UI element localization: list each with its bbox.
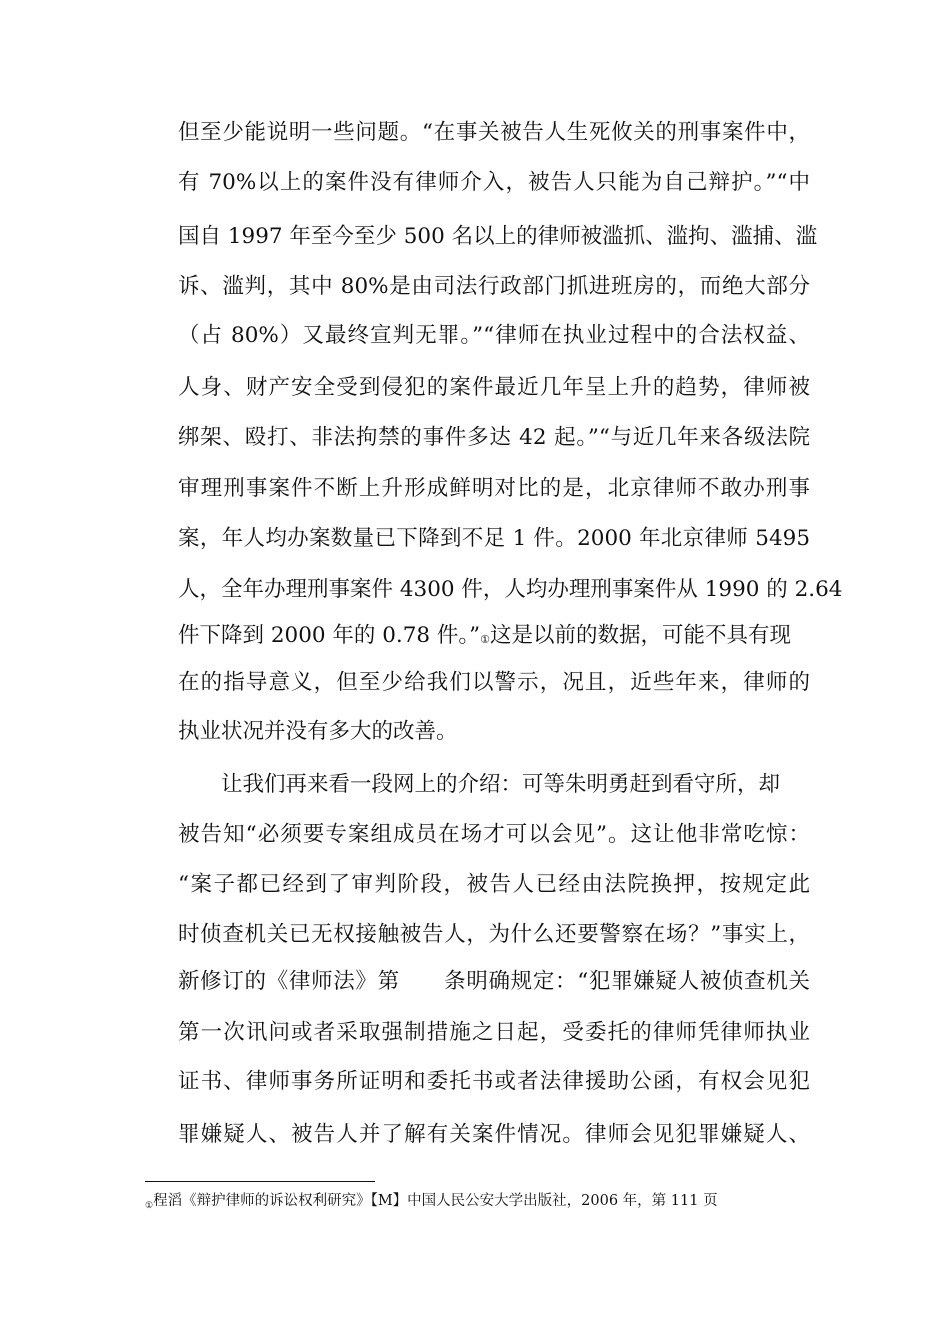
text-line: （占 80%）又最终宣判无罪。”“律师在执业过程中的合法权益、 [178,323,810,348]
text-line: “案子都已经到了审判阶段，被告人已经由法院换押，按规定此 [178,872,810,897]
text-line: 新修订的《律师法》第 条明确规定：“犯罪嫌疑人被侦查机关 [178,969,810,994]
footnote-separator [145,1181,375,1182]
text-line: 案，年人均办案数量已下降到不足 1 件。2000 年北京律师 5495 [178,526,810,551]
footnote-marker: ① [145,1201,154,1211]
text-line: 但至少能说明一些问题。“在事关被告人生死攸关的刑事案件中， [178,120,810,145]
paragraph-first-line: 让我们再来看一段网上的介绍：可等朱明勇赶到看守所，却 [221,772,781,797]
text-line: 执业状况并没有多大的改善。 [178,719,458,744]
text-line: 被告知“必须要专案组成员在场才可以会见”。这让他非常吃惊： [178,822,810,847]
text-line: 时侦查机关已无权接触被告人，为什么还要警察在场？”事实上， [178,922,810,947]
text-fragment: 件下降到 2000 年的 0.78 件。” [178,623,481,648]
text-line: 审理刑事案件不断上升形成鲜明对比的是，北京律师不敢办刑事 [178,476,810,501]
footnote-reference: ① [480,633,491,646]
text-line: 绑架、殴打、非法拘禁的事件多达 42 起。”“与近几年来各级法院 [178,425,810,450]
text-line: 人，全年办理刑事案件 4300 件，人均办理刑事案件从 1990 的 2.64 [178,577,843,602]
text-line: 诉、滥判，其中 80%是由司法行政部门抓进班房的，而绝大部分 [178,274,810,299]
text-line: 证书、律师事务所证明和委托书或者法律援助公函，有权会见犯 [178,1069,810,1094]
text-line [178,612,810,660]
text-line: 第一次讯问或者采取强制措施之日起，受委托的律师凭律师执业 [178,1020,810,1045]
text-line: 罪嫌疑人、被告人并了解有关案件情况。律师会见犯罪嫌疑人、 [178,1122,810,1147]
text-line: 在的指导意义，但至少给我们以警示，况且，近些年来，律师的 [178,670,810,695]
footnote-text: 程滔《辩护律师的诉讼权利研究》【M】中国人民公安大学出版社，2006 年，第 111 页 [153,1193,718,1209]
text-line: 人身、财产安全受到侵犯的案件最近几年呈上升的趋势，律师被 [178,375,810,400]
footnote [145,1189,805,1215]
text-line: 有 70%以上的案件没有律师介入，被告人只能为自己辩护。”“中 [178,170,810,195]
text-line: 国自 1997 年至今至少 500 名以上的律师被滥抓、滥拘、滥捕、滥 [178,224,818,249]
text-fragment: 这是以前的数据，可能不具有现 [490,623,792,648]
